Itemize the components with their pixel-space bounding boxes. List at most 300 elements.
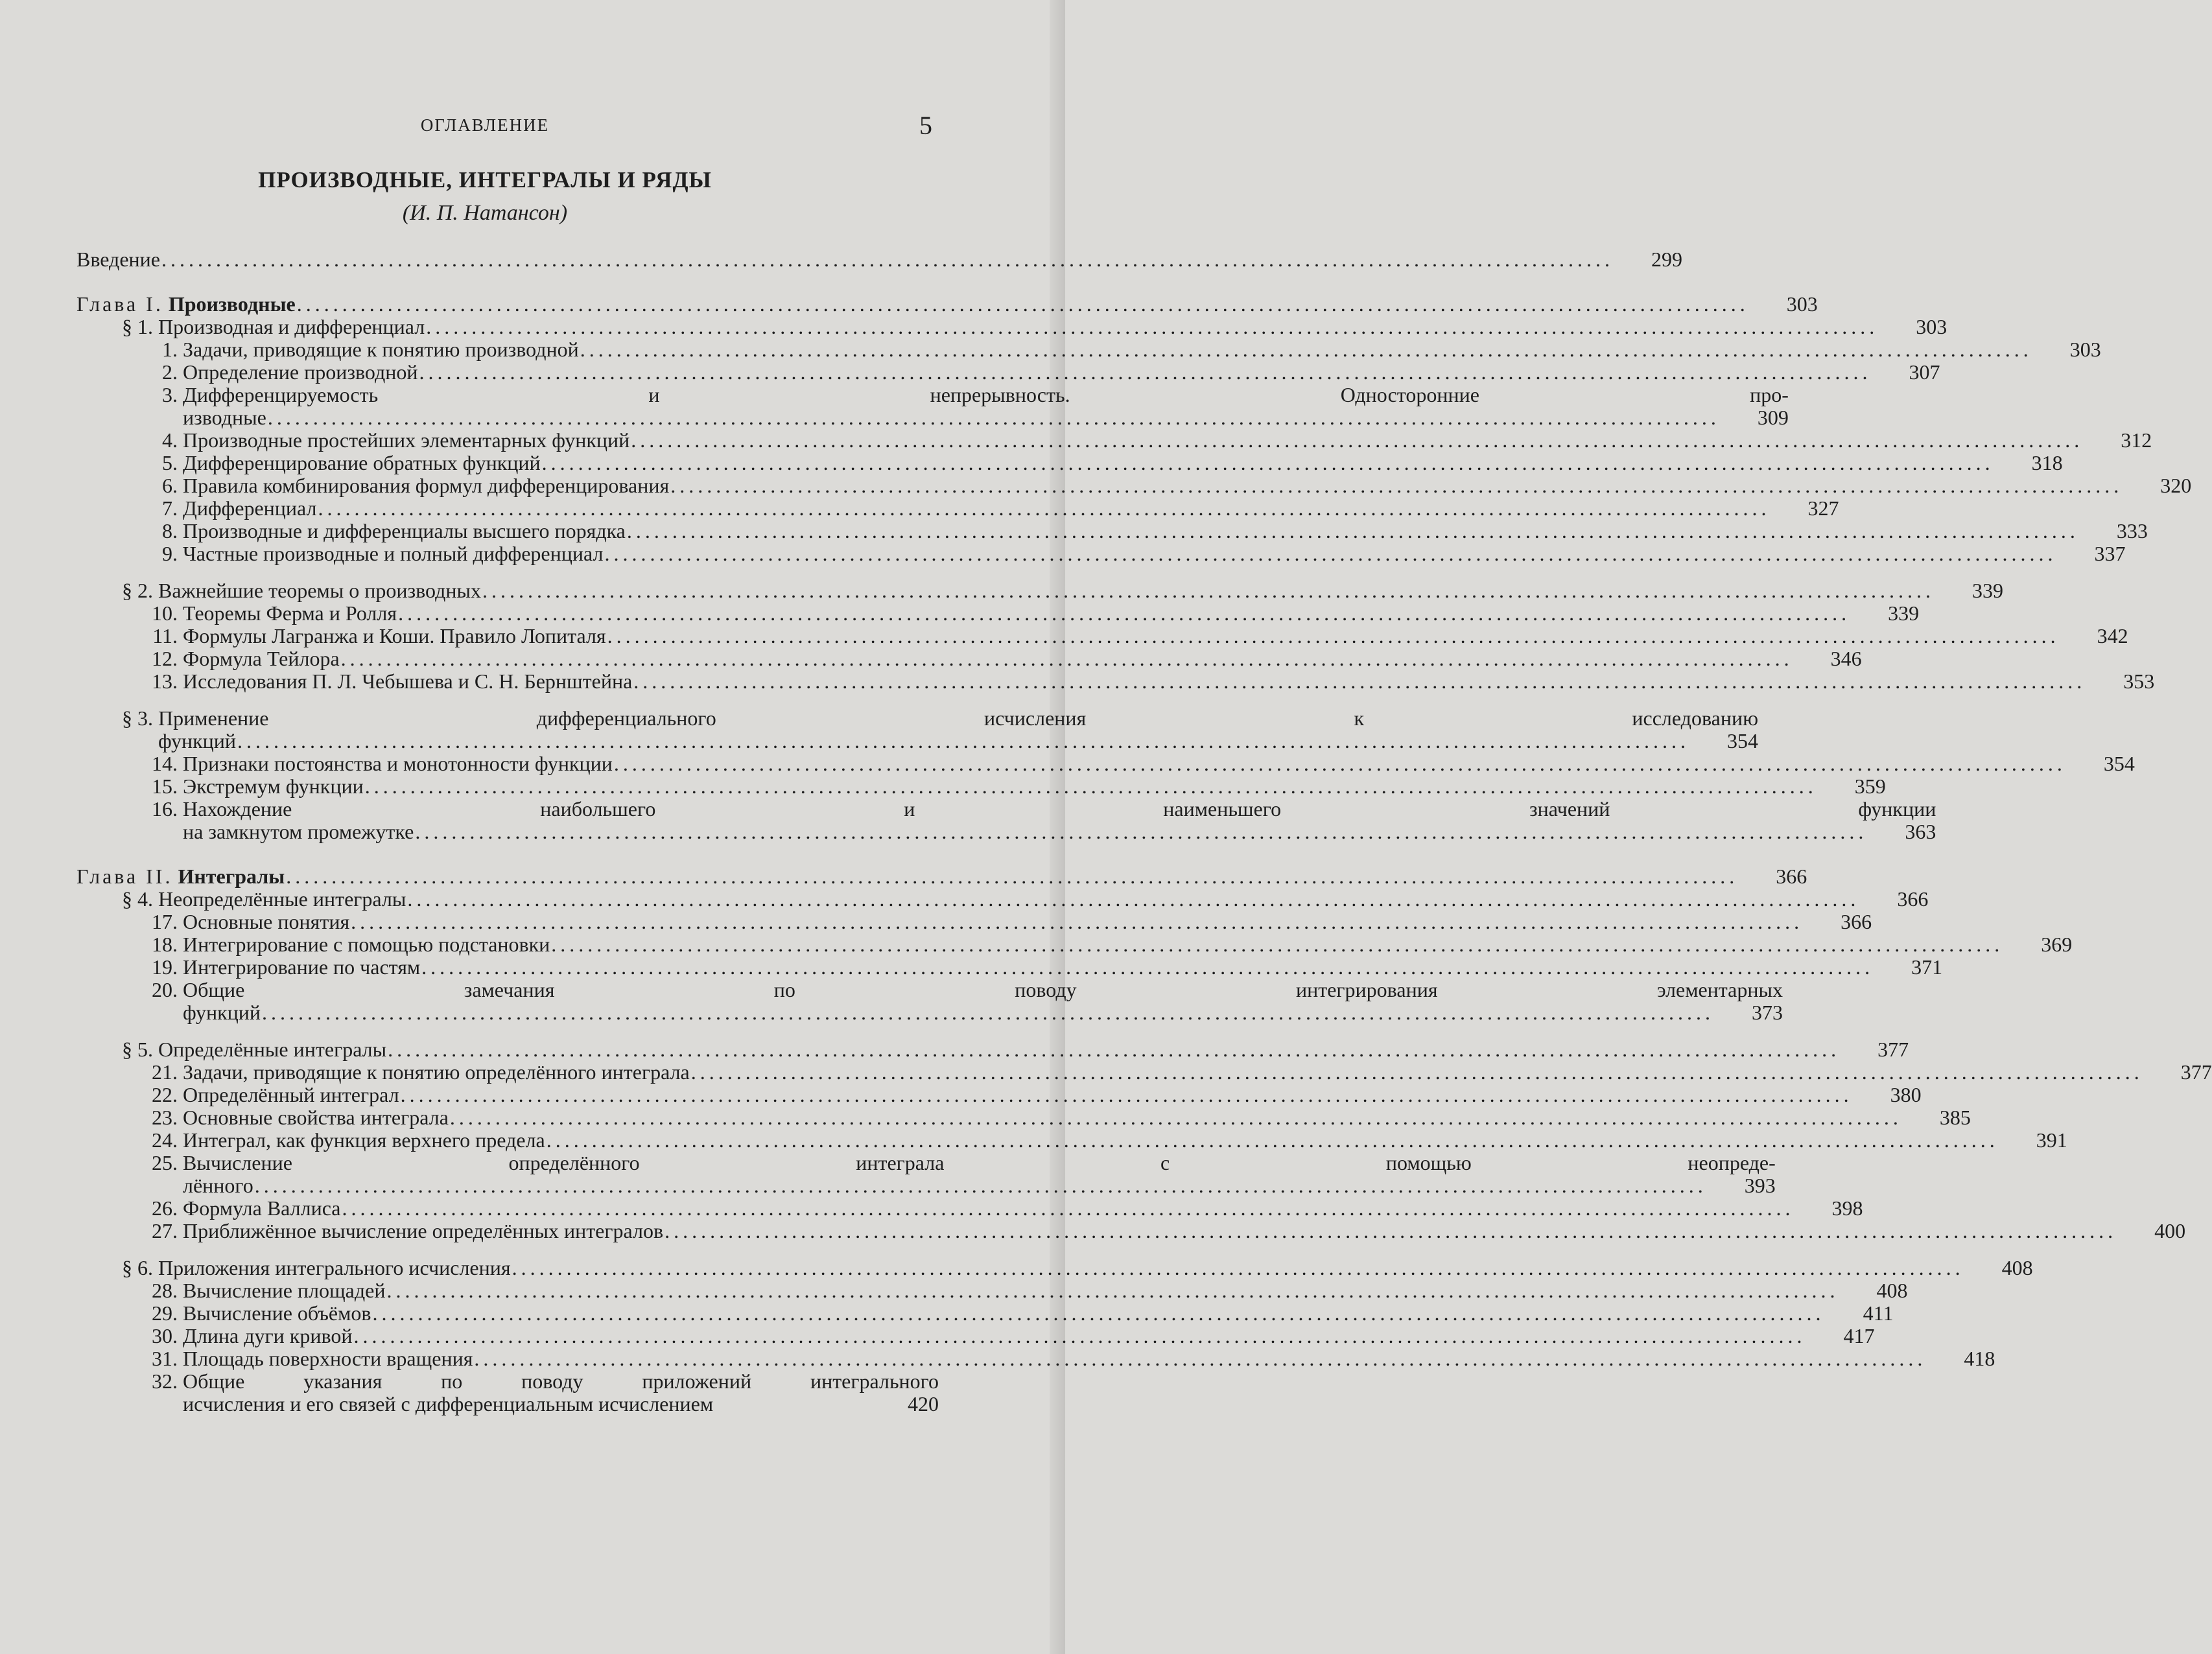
leader-dots: ................................................................................................................................................................ — [161, 248, 1614, 271]
toc-entry-body — [183, 1197, 1863, 1220]
toc-page-number: 371 — [1911, 955, 1943, 979]
toc-entry-number: § 2. — [122, 579, 153, 602]
toc-page-number: 354 — [1726, 729, 1758, 752]
toc-entry-number: 23. — [152, 1106, 178, 1129]
toc-entry-wrap — [134, 775, 1886, 798]
toc-entry-wrap — [134, 978, 1783, 1024]
leader-dots: ................................................................................................................................................................ — [415, 820, 1868, 843]
toc-entry-row — [158, 888, 1928, 911]
toc-entry-row — [183, 542, 2125, 565]
leader-dots: ................................................................................................................................................................ — [633, 670, 2086, 693]
toc-entry-number: 13. — [152, 670, 178, 693]
toc-entry-title: Задачи, приводящие к понятию определённого интеграла — [183, 1060, 690, 1084]
toc-entry-title — [76, 293, 296, 316]
toc-entry-body — [183, 1106, 1971, 1129]
toc-entry-number: 3. — [162, 383, 178, 406]
toc-entry-body — [183, 1370, 939, 1415]
toc-page-number: 346 — [1830, 647, 1862, 670]
toc-page-number: 377 — [1877, 1038, 1909, 1061]
toc-entry-body — [183, 1347, 1995, 1370]
toc-entry-wrap — [134, 428, 2152, 452]
toc-page-number: 354 — [2103, 752, 2135, 775]
toc-entry-body — [183, 384, 1789, 429]
toc-page-number: 318 — [2031, 451, 2063, 474]
toc-entry — [134, 670, 2155, 693]
toc-entry-title: Определение производной — [183, 360, 418, 384]
toc-entry — [122, 706, 1758, 752]
toc-page-number: 303 — [1786, 292, 1818, 316]
toc-entry — [134, 775, 1886, 798]
toc-entry-body — [183, 1220, 2185, 1242]
toc-entry-title: Определённые интегралы — [158, 1038, 387, 1061]
toc-entry-wrap — [134, 955, 1943, 979]
toc-entry-row — [183, 752, 2135, 775]
toc-entry-row — [183, 670, 2154, 693]
toc-entry — [134, 955, 1943, 979]
running-head — [76, 110, 939, 143]
leader-dots: ................................................................................................................................................................ — [419, 360, 1872, 384]
toc-page-number: 420 — [908, 1392, 939, 1415]
toc-entry — [134, 383, 1789, 429]
leader-dots: ................................................................................................................................................................ — [353, 1324, 1806, 1347]
toc-entry-body — [183, 452, 2063, 474]
leader-dots: ................................................................................................................................................................ — [254, 1174, 1707, 1197]
toc-entry — [134, 1151, 1776, 1197]
toc-entry-row — [183, 1325, 1874, 1347]
toc-entry-number: 32. — [152, 1369, 178, 1393]
toc-entry-title: Общие указания по поводу приложений интегрального — [183, 1369, 939, 1393]
toc-page-number: 408 — [2001, 1256, 2033, 1279]
toc-page-number: 309 — [1757, 406, 1789, 429]
toc-entry-wrap — [134, 1219, 2186, 1242]
toc-entry-number: § 4. — [122, 887, 153, 911]
toc-entry-title: Интегрирование с помощью подстановки — [183, 933, 550, 956]
toc-entry-body — [183, 798, 1936, 843]
toc-entry-wrap — [134, 474, 2192, 497]
toc-entry-title-continued: исчисления и его связей с дифференциальным исчислением — [183, 1392, 714, 1415]
toc-page-number: 359 — [1854, 775, 1886, 798]
toc-entry-wrap — [134, 451, 2063, 474]
toc-entry — [134, 428, 2152, 452]
toc-entry-number: 19. — [152, 955, 178, 979]
toc-entry-body — [183, 429, 2152, 452]
toc-entry-body — [183, 1061, 2212, 1084]
toc-entry-title: Приближённое вычисление определённых интегралов — [183, 1219, 664, 1242]
toc-entry-row — [183, 520, 2148, 542]
toc-page-number: 380 — [1890, 1083, 1922, 1106]
toc-entry-wrap — [122, 1256, 2033, 1279]
toc-entry-number: 9. — [162, 542, 178, 565]
toc-entry-row — [158, 579, 2003, 602]
toc-entry-row — [183, 474, 2191, 497]
toc-entry-row — [158, 1257, 2033, 1279]
toc-entry-number: 2. — [162, 360, 178, 384]
leader-dots: ................................................................................................................................................................ — [267, 406, 1720, 429]
toc-entry-row — [183, 452, 2063, 474]
toc-entry-wrap — [122, 1038, 1909, 1061]
toc-entry-number: 1. — [162, 338, 178, 361]
toc-entry-row — [183, 625, 2128, 647]
toc-entry-wrap — [134, 1128, 2067, 1152]
toc-entry-title: Введение — [76, 248, 160, 271]
toc-page-number: 303 — [2069, 338, 2101, 361]
toc-entry — [134, 1301, 1894, 1325]
toc-entry-title: Вычисление объёмов — [183, 1301, 371, 1325]
toc-entry-title: Дифференциал — [183, 496, 317, 520]
toc-entry-wrap — [134, 1106, 1971, 1129]
toc-entry-body — [183, 979, 1783, 1024]
leader-dots: ................................................................................................................................................................ — [400, 1083, 1853, 1106]
toc-entry-wrap — [134, 1083, 1922, 1106]
toc-entry — [134, 978, 1783, 1024]
leader-dots: ................................................................................................................................................................ — [665, 1219, 2117, 1242]
leader-dots: ................................................................................................................................................................ — [388, 1038, 1841, 1061]
toc-entry-title: Признаки постоянства и монотонности функции — [183, 752, 613, 775]
toc-entry — [122, 1038, 1909, 1061]
toc-entry — [122, 315, 1947, 338]
toc-entry — [134, 624, 2128, 647]
toc-entry-wrap — [134, 647, 1862, 670]
toc-entry-body — [158, 1038, 1909, 1061]
leader-dots: ................................................................................................................................................................ — [237, 729, 1689, 752]
toc-entry-body — [183, 1279, 1907, 1302]
toc-entry-body — [183, 911, 1872, 933]
leader-dots: ................................................................................................................................................................ — [541, 451, 1994, 474]
toc-entry-title — [76, 865, 285, 888]
toc-page-number: 366 — [1841, 910, 1872, 933]
toc-page-number: 417 — [1843, 1324, 1875, 1347]
toc-entry — [134, 1279, 1908, 1302]
table-of-contents — [76, 248, 2212, 1415]
toc-entry-wrap — [134, 542, 2126, 565]
toc-entry-body — [158, 888, 1928, 911]
toc-entry-body — [183, 602, 1919, 625]
toc-entry-row — [158, 316, 1947, 338]
toc-entry-title: Формулы Лагранжа и Коши. Правило Лопиталя — [183, 624, 606, 647]
toc-entry-number: 20. — [152, 978, 178, 1001]
leader-dots: ................................................................................................................................................................ — [318, 496, 1771, 520]
toc-entry — [76, 865, 1807, 888]
toc-entry-wrap — [134, 383, 1789, 429]
toc-entry-row — [183, 647, 1862, 670]
toc-entry-title: Общие замечания по поводу интегрирования элементарных — [183, 978, 1783, 1001]
toc-entry-body — [183, 1152, 1776, 1197]
toc-entry-number: 15. — [152, 775, 178, 798]
toc-entry-body — [158, 1257, 2033, 1279]
toc-entry-number: 26. — [152, 1196, 178, 1220]
toc-entry-title: Нахождение наибольшего и наименьшего значений функции — [183, 797, 1936, 821]
toc-page-number: 353 — [2123, 670, 2155, 693]
toc-entry-title: Формула Тейлора — [183, 647, 340, 670]
leader-dots: ................................................................................................................................................................ — [386, 1279, 1839, 1302]
leader-dots: ................................................................................................................................................................ — [340, 647, 1793, 670]
toc-page-number: 363 — [1905, 820, 1936, 843]
toc-entry-title-continued: функций — [158, 729, 236, 752]
toc-entry-body — [158, 316, 1947, 338]
toc-entry — [134, 496, 1839, 520]
toc-entry — [134, 542, 2126, 565]
leader-dots: ................................................................................................................................................................ — [580, 338, 2032, 361]
toc-entry-wrap — [134, 519, 2148, 542]
toc-entry-title: Дифференцируемость и непрерывность. Односторонние про- — [183, 383, 1789, 406]
toc-entry-number: 28. — [152, 1279, 178, 1302]
toc-entry-title: Исследования П. Л. Чебышева и С. Н. Бернштейна — [183, 670, 633, 693]
toc-entry-number: 10. — [152, 601, 178, 625]
toc-entry — [134, 933, 2073, 956]
toc-entry-title: Производные и дифференциалы высшего порядка — [183, 519, 626, 542]
toc-entry-wrap — [134, 1347, 1995, 1370]
toc-entry — [134, 1106, 1971, 1129]
toc-entry — [134, 1347, 1995, 1370]
toc-entry-row — [183, 1174, 1776, 1197]
toc-entry-row — [183, 1279, 1907, 1302]
toc-entry-body — [158, 579, 2003, 602]
toc-entry-row — [183, 406, 1789, 429]
toc-entry-row — [158, 1038, 1909, 1061]
toc-entry-row — [183, 1129, 2067, 1152]
toc-page-number: 377 — [2180, 1060, 2212, 1084]
toc-page-number: 398 — [1831, 1196, 1863, 1220]
toc-entry-body — [183, 933, 2072, 956]
toc-entry-row — [183, 1106, 1971, 1129]
toc-page-number: 320 — [2160, 474, 2192, 497]
toc-entry-row — [183, 933, 2072, 956]
toc-entry-body — [183, 361, 1940, 384]
toc-entry-wrap — [134, 910, 1872, 933]
toc-entry-row — [76, 293, 1818, 316]
toc-entry-row — [183, 775, 1886, 798]
toc-entry-row — [183, 338, 2101, 361]
toc-entry-title: Теоремы Ферма и Ролля — [183, 601, 397, 625]
toc-entry-wrap — [134, 338, 2101, 361]
toc-page-number: 418 — [1964, 1347, 1995, 1370]
toc-entry-wrap — [122, 315, 1947, 338]
toc-entry-wrap — [134, 360, 1940, 384]
leader-dots: ................................................................................................................................................................ — [690, 1060, 2143, 1084]
leader-dots: ................................................................................................................................................................ — [421, 955, 1874, 979]
toc-page-number: 342 — [2097, 624, 2128, 647]
toc-entry-row — [183, 821, 1936, 843]
leader-dots: ................................................................................................................................................................ — [631, 428, 2084, 452]
toc-entry-body — [183, 1325, 1874, 1347]
toc-entry — [134, 338, 2101, 361]
toc-entry-title: Дифференцирование обратных функций — [183, 451, 541, 474]
toc-entry-wrap — [134, 1279, 1908, 1302]
toc-entry-number: 8. — [162, 519, 178, 542]
toc-entry-row — [183, 1084, 1922, 1106]
toc-entry-row — [183, 602, 1919, 625]
toc-entry — [134, 1128, 2067, 1152]
toc-entry — [134, 1196, 1863, 1220]
toc-page-number: 366 — [1897, 887, 1929, 911]
toc-entry-title: Правила комбинирования формул дифференцирования — [183, 474, 670, 497]
toc-page-number: 303 — [1916, 315, 1947, 338]
toc-entry-body — [183, 625, 2128, 647]
toc-entry-title: Формула Валлиса — [183, 1196, 341, 1220]
toc-entry-wrap — [134, 601, 1920, 625]
toc-entry-number: 4. — [162, 428, 178, 452]
toc-entry-number: 11. — [152, 624, 178, 647]
toc-entry-number: 21. — [152, 1060, 178, 1084]
leader-dots: ................................................................................................................................................................ — [551, 933, 2004, 956]
toc-entry-row — [183, 911, 1872, 933]
toc-entry-title: Определённый интеграл — [183, 1083, 399, 1106]
toc-entry-number: 14. — [152, 752, 178, 775]
toc-entry — [134, 1083, 1922, 1106]
toc-entry-wrap — [134, 624, 2128, 647]
toc-entry-body — [76, 865, 1807, 888]
toc-entry-row — [183, 361, 1940, 384]
toc-entry-wrap — [76, 292, 1818, 316]
leader-dots: ................................................................................................................................................................ — [364, 775, 1817, 798]
toc-page-number: 333 — [2116, 519, 2148, 542]
leader-dots: ................................................................................................................................................................ — [261, 1001, 1714, 1024]
toc-entry-wrap — [134, 1370, 939, 1415]
toc-entry — [134, 601, 1920, 625]
leader-dots: ................................................................................................................................................................ — [286, 865, 1739, 888]
toc-entry-wrap — [134, 496, 1839, 520]
toc-entry-title: Площадь поверхности вращения — [183, 1347, 473, 1370]
toc-entry-number: 18. — [152, 933, 178, 956]
toc-entry — [134, 360, 1940, 384]
leader-dots: ................................................................................................................................................................ — [474, 1347, 1927, 1370]
toc-entry — [76, 248, 1682, 271]
toc-entry-row — [183, 429, 2152, 452]
toc-entry-title: Основные понятия — [183, 910, 350, 933]
toc-entry-row — [183, 1347, 1995, 1370]
toc-page-number: 327 — [1807, 496, 1839, 520]
toc-entry-title: Приложения интегрального исчисления — [158, 1256, 511, 1279]
toc-entry — [134, 1219, 2186, 1242]
leader-dots: ................................................................................................................................................................ — [296, 292, 1749, 316]
toc-entry-row — [183, 1393, 939, 1415]
toc-entry-number: 7. — [162, 496, 178, 520]
leader-dots: ................................................................................................................................................................ — [372, 1301, 1825, 1325]
toc-entry-number: 30. — [152, 1324, 178, 1347]
toc-entry-body — [76, 293, 1818, 316]
toc-entry-number: 16. — [152, 797, 178, 821]
toc-entry-number: § 5. — [122, 1038, 153, 1061]
toc-entry-wrap — [134, 1060, 2212, 1084]
toc-entry — [134, 1324, 1875, 1347]
toc-entry-row — [76, 865, 1807, 888]
chapter-title: Интегралы — [178, 865, 285, 888]
toc-entry-title: Производные простейших элементарных функций — [183, 428, 630, 452]
toc-entry — [76, 292, 1818, 316]
toc-page-number: 408 — [1876, 1279, 1908, 1302]
toc-entry-title-continued: на замкнутом промежутке — [183, 820, 414, 843]
leader-dots: ................................................................................................................................................................ — [407, 887, 1860, 911]
toc-entry-body — [183, 775, 1886, 798]
running-head-title: ОГЛАВЛЕНИЕ — [420, 115, 550, 135]
toc-page-number: 312 — [2121, 428, 2152, 452]
toc-entry-wrap — [122, 579, 2003, 602]
toc-entry-title: Вычисление определённого интеграла с помощью неопреде- — [183, 1151, 1776, 1174]
toc-entry-wrap — [134, 1324, 1875, 1347]
toc-entry-title-continued: изводные — [183, 406, 266, 429]
toc-entry-body — [183, 752, 2135, 775]
toc-entry-number: § 6. — [122, 1256, 153, 1279]
toc-entry-row — [183, 1197, 1863, 1220]
leader-dots: ................................................................................................................................................................ — [512, 1256, 1964, 1279]
toc-entry-row — [183, 1001, 1783, 1024]
toc-entry-title: Интеграл, как функция верхнего предела — [183, 1128, 545, 1152]
toc-page-number: 339 — [1888, 601, 1920, 625]
toc-entry-title-continued: лённого — [183, 1174, 253, 1197]
toc-page-number: 373 — [1751, 1001, 1783, 1024]
section-author: (И. П. Натансон) — [402, 201, 568, 225]
toc-entry-body — [183, 497, 1839, 520]
toc-entry-row — [183, 1302, 1893, 1325]
toc-entry-body — [183, 647, 1862, 670]
toc-entry-wrap — [134, 670, 2155, 693]
toc-entry — [134, 910, 1872, 933]
toc-entry-title: Неопределённые интегралы — [158, 887, 406, 911]
toc-page-number: 411 — [1863, 1301, 1894, 1325]
toc-entry-wrap — [122, 706, 1758, 752]
toc-entry — [122, 1256, 2033, 1279]
toc-page-number: 393 — [1744, 1174, 1776, 1197]
toc-entry-title: Длина дуги кривой — [183, 1324, 353, 1347]
leader-dots: ................................................................................................................................................................ — [604, 542, 2057, 565]
toc-entry-wrap — [122, 887, 1929, 911]
toc-page-number: 366 — [1776, 865, 1807, 888]
toc-entry-row — [183, 497, 1839, 520]
leader-dots: ................................................................................................................................................................ — [613, 752, 2066, 775]
leader-dots: ................................................................................................................................................................ — [351, 910, 1804, 933]
leader-dots: ................................................................................................................................................................ — [426, 315, 1879, 338]
leader-dots: ................................................................................................................................................................ — [398, 601, 1851, 625]
toc-entry-row — [183, 1061, 2212, 1084]
toc-entry-wrap — [134, 933, 2073, 956]
toc-entry — [122, 887, 1929, 911]
toc-entry — [134, 1060, 2212, 1084]
toc-entry — [134, 474, 2192, 497]
toc-entry-body — [183, 1302, 1893, 1325]
toc-entry-wrap — [134, 752, 2135, 775]
toc-entry-wrap — [134, 1151, 1776, 1197]
toc-entry-title-continued: функций — [183, 1001, 261, 1024]
toc-page-number: 400 — [2154, 1219, 2186, 1242]
toc-entry — [134, 752, 2135, 775]
toc-page-number: 339 — [1971, 579, 2003, 602]
leader-dots: ................................................................................................................................................................ — [342, 1196, 1794, 1220]
toc-entry — [134, 519, 2148, 542]
toc-entry-wrap — [134, 1301, 1894, 1325]
toc-page-number: 307 — [1909, 360, 1940, 384]
toc-entry-number: § 1. — [122, 315, 153, 338]
chapter-number: Глава II. — [76, 865, 173, 888]
leader-dots: ................................................................................................................................................................ — [482, 579, 1935, 602]
toc-entry-title: Задачи, приводящие к понятию производной — [183, 338, 579, 361]
toc-entry-body — [76, 248, 1682, 271]
toc-entry-body — [183, 474, 2191, 497]
toc-entry-number: 6. — [162, 474, 178, 497]
toc-entry-body — [183, 338, 2101, 361]
toc-entry-body — [183, 1129, 2067, 1152]
chapter-number: Глава I. — [76, 292, 163, 316]
toc-entry-wrap — [134, 797, 1936, 843]
toc-entry-title: Важнейшие теоремы о производных — [158, 579, 481, 602]
toc-entry-body — [183, 956, 1942, 979]
toc-page-number: 369 — [2041, 933, 2073, 956]
toc-entry-body — [183, 1084, 1922, 1106]
chapter-title: Производные — [168, 292, 296, 316]
toc-entry-number: 29. — [152, 1301, 178, 1325]
toc-entry-wrap — [76, 865, 1807, 888]
toc-entry-row — [158, 730, 1758, 752]
section-title: ПРОИЗВОДНЫЕ, ИНТЕГРАЛЫ И РЯДЫ — [258, 167, 712, 192]
